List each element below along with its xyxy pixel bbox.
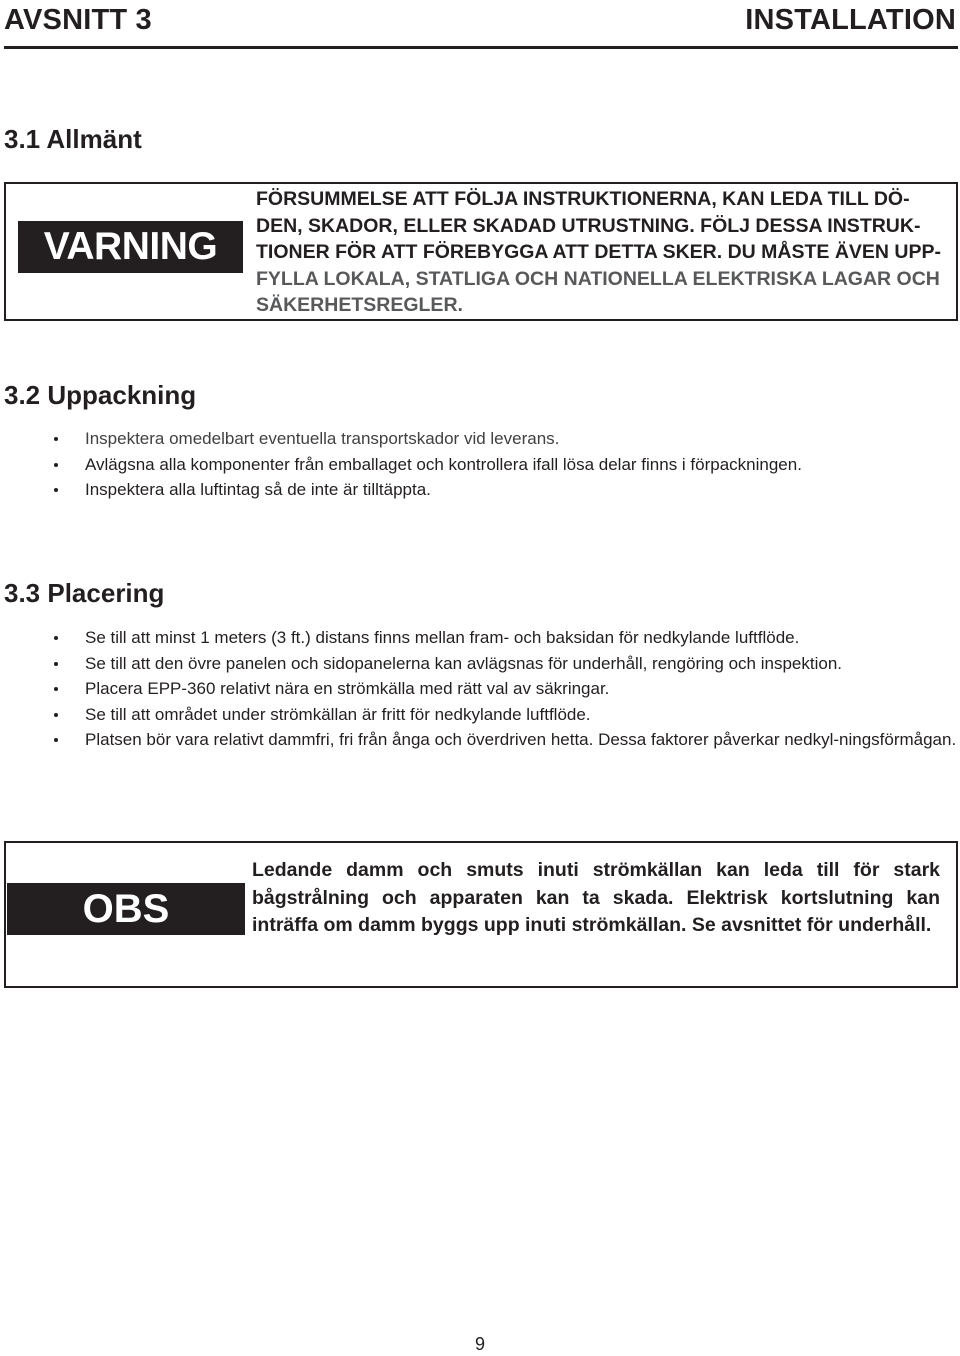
list-item (48, 426, 958, 452)
bullet-icon (54, 437, 58, 441)
list-item-text: Avlägsna alla komponenter från emballaget och kontrollera ifall lösa delar finns i förpackningen. (85, 454, 802, 474)
notice-label: OBS (7, 883, 245, 935)
list-item-text: Placera EPP-360 relativt nära en strömkälla med rätt val av säkringar. (85, 679, 610, 699)
warning-line: SÄKERHETSREGLER. (256, 294, 463, 317)
section-number: AVSNITT 3 (4, 4, 152, 36)
list-item-text: Se till att området under strömkällan är fritt för nedkylande luftflöde. (85, 704, 591, 724)
page-number: 9 (474, 1334, 485, 1354)
bullet-icon (54, 463, 58, 467)
list-item-text: Se till att minst 1 meters (3 ft.) distans finns mellan fram- och baksidan för nedkylande luftflöde. (85, 628, 800, 647)
list-item (48, 625, 958, 651)
placement-list (48, 625, 958, 753)
bullet-icon (54, 713, 58, 717)
heading-general: 3.1 Allmänt (4, 124, 142, 154)
section-title: INSTALLATION (745, 4, 956, 36)
list-item (48, 702, 958, 728)
unpacking-list (48, 426, 958, 503)
list-item (48, 477, 958, 503)
bullet-icon (54, 738, 58, 742)
notice-text: Ledande damm och smuts inuti strömkällan kan leda till för stark bågstrålning och apparaten kan ta skada. Elektrisk kortslutning kan inträffa om damm byggs upp inuti strömkällan. Se avsnittet för underhåll. (252, 859, 940, 936)
warning-line: FÖRSUMMELSE ATT FÖLJA INSTRUKTIONERNA, KAN LEDA TILL DÖ- (256, 188, 910, 210)
warning-box (4, 182, 958, 321)
list-item (48, 452, 958, 478)
heading-placement: 3.3 Placering (4, 578, 165, 608)
bullet-icon (54, 662, 58, 666)
bullet-icon (54, 488, 58, 492)
list-item-text: Inspektera alla luftintag så de inte är tilltäppta. (85, 480, 431, 500)
list-item-text: Platsen bör vara relativt dammfri, fri från ånga och överdriven hetta. Dessa faktorer påverkar nedkyl-ningsförmågan. (85, 730, 957, 750)
page-header (4, 0, 958, 49)
bullet-icon (54, 636, 58, 640)
heading-unpacking: 3.2 Uppackning (4, 380, 197, 410)
warning-label: VARNING (18, 221, 243, 273)
warning-text (256, 186, 951, 319)
list-item (48, 676, 958, 702)
bullet-icon (54, 687, 58, 691)
list-item-text: Inspektera omedelbart eventuella transportskador vid leverans. (85, 429, 560, 448)
list-item-text: Se till att den övre panelen och sidopanelerna kan avlägsnas för underhåll, rengöring och inspektion. (85, 653, 842, 673)
list-item (48, 651, 958, 677)
warning-line: FYLLA LOKALA, STATLIGA OCH NATIONELLA ELEKTRISKA LAGAR OCH (256, 267, 940, 290)
warning-line: DEN, SKADOR, ELLER SKADAD UTRUSTNING. FÖLJ DESSA INSTRUK- (256, 214, 921, 237)
list-item (48, 727, 958, 753)
warning-line: TIONER FÖR ATT FÖREBYGGA ATT DETTA SKER. DU MÅSTE ÄVEN UPP- (256, 241, 942, 264)
notice-box (4, 841, 958, 988)
